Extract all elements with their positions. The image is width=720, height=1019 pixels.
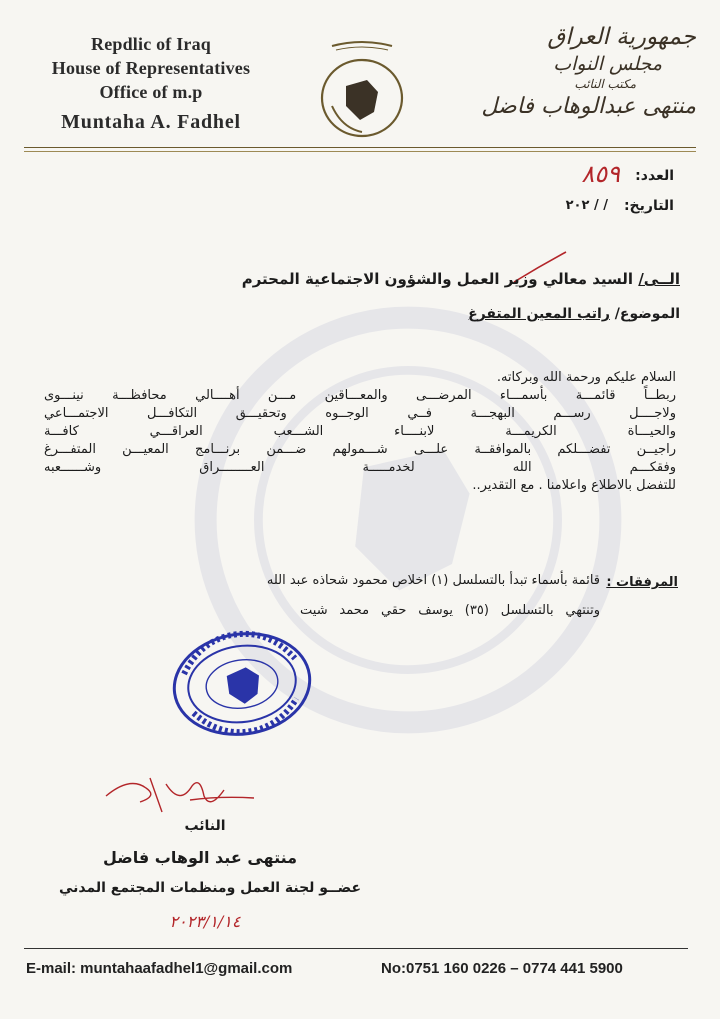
date-value: / / ٢٠٢ [565, 198, 608, 213]
body-line: ربطــاً قائمـــة بأسمـــاء المرضـــى والمعـــاقين مـــن أهــــالي محافظـــة نينـــوى [44, 388, 676, 403]
arabic-mp-name: منتهى عبدالوهاب فاضل [481, 94, 696, 119]
signer-name: منتهى عبد الوهاب فاضل [102, 848, 298, 867]
attachments-label: المرفقات : [606, 575, 678, 590]
iraq-emblem-icon [312, 36, 412, 140]
footer-phone: No:0751 160 0226 – 0774 441 5900 [381, 960, 623, 977]
footer-email: E-mail: muntahaafadhel1@gmail.com [26, 960, 293, 977]
number-value: ٨٥٩ [581, 160, 620, 188]
addressee-label: الــى/ [638, 270, 680, 288]
greeting: السلام عليكم ورحمة الله وبركاته. [496, 370, 676, 385]
official-seal-stamp [168, 626, 316, 742]
body-line: للتفضل بالاطلاع واعلامنا . مع التقدير.. [472, 478, 676, 493]
arabic-house: مجلس النواب [553, 53, 662, 75]
arabic-office: مكتب النائب [574, 77, 636, 91]
english-country: Repdlic of Iraq [91, 34, 211, 54]
attachments-line: قائمة بأسماء تبدأ بالتسلسل (١) اخلاص محمود شحاذه عبد الله [266, 573, 600, 588]
arabic-letterhead [466, 22, 696, 122]
attachments-line: وتنتهي بالتسلسل (٣٥) يوسف حقي محمد شيت [300, 603, 600, 618]
letter-body [44, 387, 676, 495]
number-label: العدد: [635, 168, 674, 184]
english-letterhead [22, 32, 280, 134]
header-divider-thin [24, 151, 696, 152]
body-line: ولاجــــل رســـم البهجـــة فــي الوجــوه وتحقيـــق التكافـــل الاجتمـــاعي [44, 406, 676, 421]
footer-divider [24, 948, 688, 949]
english-mp-name: Muntaha A. Fadhel [61, 111, 241, 133]
body-line: راجيــن تفضـــلكم بالموافقــة علـــى شـــمولهم ضـــمن برنـــامج المعيـــن المتفـــرغ [44, 442, 676, 457]
body-line: وفقكـــم الله لخدمـــــة العــــــــراق وشــــــعبه [44, 460, 676, 475]
body-line: والحيـــاة الكريمـــة لابنــــاء الشـــعب العراقـــي كافـــة [44, 424, 676, 439]
signed-date: ٢٠٢٣/١/١٤ [169, 912, 241, 931]
arabic-country: جمهورية العراق [547, 24, 696, 50]
date-label: التاريخ: [623, 198, 674, 214]
header-divider [24, 147, 696, 148]
subject-value: راتب المعين المتفرغ [468, 306, 610, 322]
handwritten-signature [100, 766, 260, 818]
subject-label: الموضوع/ [614, 306, 680, 322]
signer-role: عضــو لجنة العمل ومنظمات المجتمع المدني [58, 880, 362, 896]
english-house: House of Representatives [51, 58, 251, 78]
addressee-value: السيد معالي وزير العمل والشؤون الاجتماعية المحترم [241, 270, 634, 288]
english-office: Office of m.p [99, 82, 203, 102]
subject-line [468, 306, 680, 322]
addressee-line [242, 270, 680, 288]
signer-title: النائب [184, 818, 226, 834]
